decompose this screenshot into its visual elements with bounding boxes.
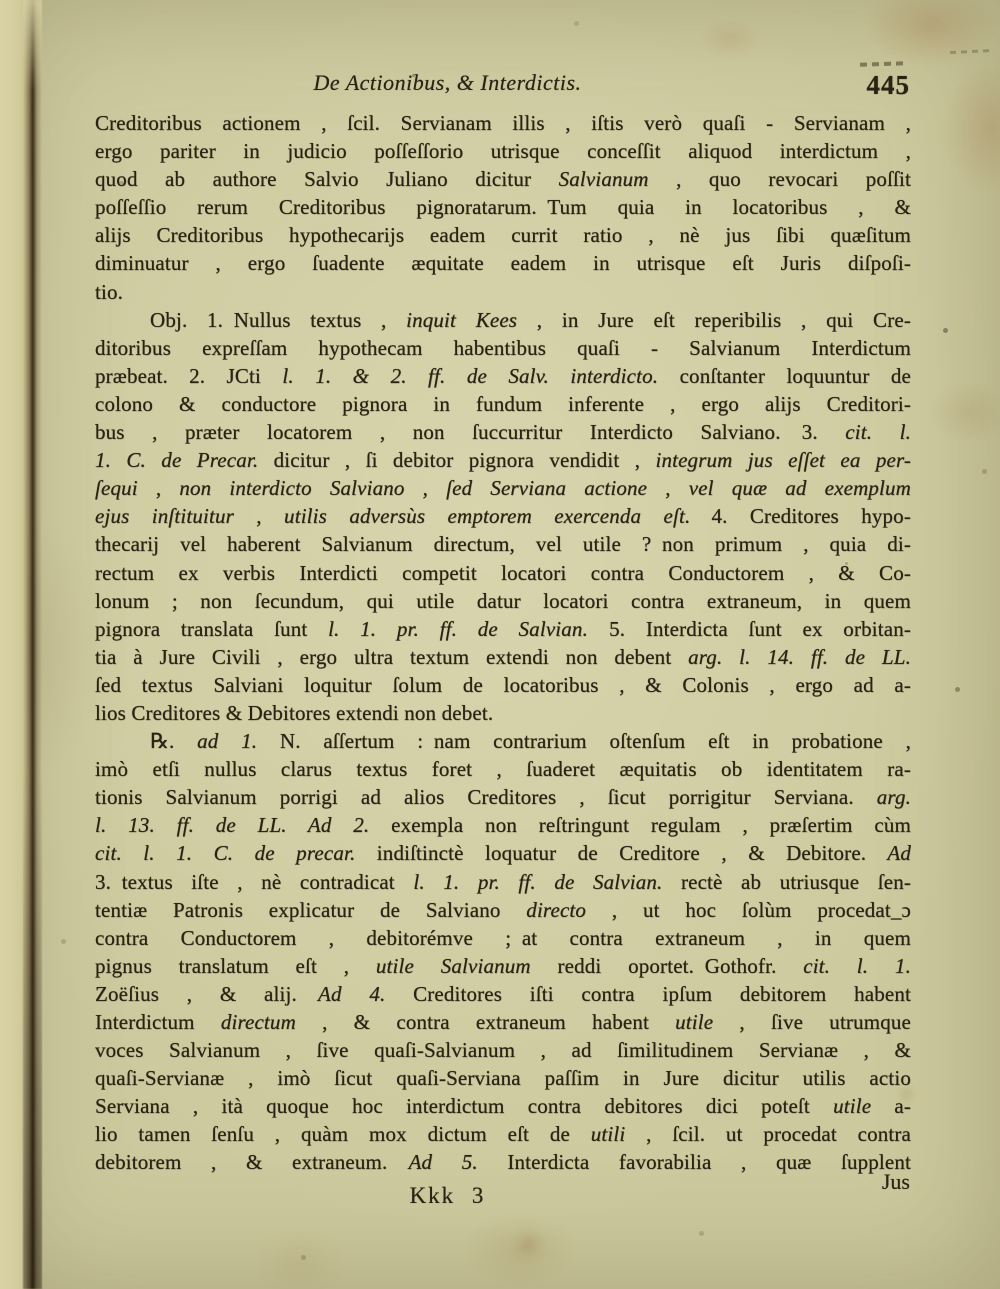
text-line [95, 587, 911, 615]
running-title: De Actionibus, & Interdictis. [313, 70, 582, 95]
text-line [95, 446, 911, 474]
text-segment: tionis Salvianum porrigi ad alios Creditores , ſicut porrigitur Serviana. [95, 785, 877, 810]
text-segment: conſtanter loquuntur de [658, 363, 911, 388]
italic-text-segment: Ad [887, 841, 911, 866]
text-line [95, 755, 911, 783]
text-segment: Serviana , ità quoque hoc interdictum contra debitores dici poteſt [95, 1094, 834, 1119]
text-segment: contra Conductorem , debitorémve ; at contra extraneum , in quem [95, 925, 911, 950]
text-segment: alijs Creditoribus hypothecarijs eadem currit ratio , nè jus ſibi quæſitum [95, 223, 911, 248]
text-segment: , quo revocari poſſit [648, 167, 911, 192]
italic-text-segment: 1. C. de Precar. [95, 448, 259, 473]
text-segment: bus , præter locatorem , non ſuccurritur Interdicto Salviano. 3. [95, 420, 846, 445]
italic-text-segment: cit. l. 1. C. de precar. [95, 841, 356, 866]
text-segment: dicitur , ſi debitor pignora vendidit , [258, 448, 656, 473]
text-line [95, 1092, 911, 1120]
italic-text-segment: l. 1. & 2. ff. de Salv. interdicto. [282, 363, 659, 388]
text-line [95, 362, 911, 390]
italic-text-segment: ſequi , non interdicto Salviano , ſed Serviana actione , vel quæ ad exemplum [95, 476, 911, 501]
text-segment: diminuatur , ergo ſuadente æquitate eadem in utrisque eſt Juris diſpoſi- [95, 251, 911, 276]
text-body [95, 109, 911, 1177]
italic-text-segment: arg. l. 14. ff. de LL. [688, 644, 911, 669]
text-segment: debitorem , & extraneum. [95, 1150, 409, 1175]
text-segment: ℞. [150, 729, 198, 754]
italic-text-segment: arg. [876, 785, 911, 810]
text-segment: , ſive utrumque [713, 1010, 911, 1034]
text-line [95, 615, 911, 643]
text-line [95, 783, 911, 811]
text-line [95, 502, 911, 530]
text-segment: quod ab authore Salvio Juliano dicitur [95, 167, 559, 192]
text-segment: ergo pariter in judicio poſſeſſorio utrisque conceſſit aliquod interdictum , [95, 139, 911, 164]
text-line [95, 1120, 911, 1148]
catchword: Jus [881, 1169, 910, 1194]
text-segment: imò etſi nullus clarus textus foret , ſuaderet æquitatis ob identitatem ra- [95, 757, 911, 782]
text-segment: indiſtinctè loquatur de Creditore , & Debitore. [355, 841, 888, 866]
text-segment: tentiæ Patronis explicatur de Salviano [95, 897, 527, 922]
italic-text-segment: utile Salvianum [375, 953, 531, 978]
text-segment: Zoëſius , & alij. [95, 981, 318, 1006]
text-line [95, 165, 911, 193]
text-line [95, 334, 911, 362]
pen-marks [860, 61, 906, 67]
text-segment: rectè ab utriusque ſen- [662, 869, 911, 894]
text-segment: Creditores iſti contra ipſum debitorem habent [385, 981, 911, 1006]
text-line [95, 193, 911, 221]
text-segment: lios Creditores & Debitores extendi non debet. [95, 700, 494, 725]
italic-text-segment: directo [526, 897, 587, 922]
italic-text-segment: Salvianum [558, 167, 649, 192]
italic-text-segment: Ad 2. [307, 813, 370, 838]
text-segment: lonum ; non ſecundum, qui utile datur locatori contra extraneum, in quem [95, 588, 911, 613]
text-segment: tia à Jure Civili , ergo ultra textum extendi non debent [95, 644, 689, 669]
italic-text-segment: Ad 4. [318, 981, 386, 1006]
text-line [95, 699, 911, 727]
text-line [95, 952, 911, 980]
text-segment: Interdictum [95, 1010, 221, 1034]
text-segment: quaſi-Servianæ , imò ſicut quaſi-Serviana paſſim in Jure dicitur utilis actio [95, 1066, 911, 1091]
italic-text-segment: l. 13. ff. de LL. [95, 813, 308, 838]
text-segment: 3. textus iſte , nè contradicat [95, 869, 414, 894]
text-segment: exempla non reſtringunt regulam , præſertim cùm [369, 813, 911, 838]
text-line [95, 1064, 911, 1092]
text-segment: poſſeſſio rerum Creditoribus pignoratarum. Tum quia in locatoribus , & [95, 195, 911, 220]
text-line [95, 811, 911, 839]
italic-text-segment: integrum jus eſſet ea per- [655, 448, 911, 473]
text-segment: thecarij vel haberent Salvianum directum, vel utile ? non primum , quia di- [95, 532, 911, 557]
text-line [95, 109, 911, 137]
italic-text-segment: ejus inſtituitur , utilis adversùs emptorem exercenda eſt. [95, 504, 691, 529]
text-line [95, 727, 911, 755]
paper-speckles [0, 0, 3, 3]
text-segment: lio tamen ſenſu , quàm mox dictum eſt de [95, 1122, 591, 1147]
italic-text-segment: inquit Kees [406, 307, 518, 332]
text-line [95, 980, 911, 1008]
text-segment: ditoribus expreſſam hypothecam habentibus quaſi - Salvianum Interdictum [95, 335, 911, 360]
text-line [95, 1036, 911, 1064]
text-line [95, 278, 911, 306]
text-line [95, 839, 911, 867]
text-line [95, 643, 911, 671]
text-segment: Interdicta favorabilia , quæ ſupplent [477, 1150, 911, 1175]
text-segment: 4. Creditores hypo- [690, 504, 911, 529]
italic-text-segment: ad 1. [197, 729, 258, 754]
text-segment: reddi oportet. Gothofr. [530, 953, 804, 978]
text-line [95, 474, 911, 502]
text-segment: , & contra extraneum habent [295, 1010, 676, 1034]
text-segment: a- [871, 1094, 911, 1119]
text-segment: ſed textus Salviani loquitur ſolum de locatoribus , & Colonis , ergo ad a- [95, 672, 911, 697]
text-line [95, 418, 911, 446]
italic-text-segment: utile [675, 1010, 714, 1034]
text-segment: Obj. 1. Nullus textus , [150, 307, 407, 332]
italic-text-segment: cit. l. 1. [803, 953, 911, 978]
italic-text-segment: utile [833, 1094, 872, 1119]
italic-text-segment: cit. l. [845, 420, 911, 445]
text-segment: tio. [95, 279, 124, 304]
text-line [95, 530, 911, 558]
text-segment: præbeat. 2. JCti [95, 363, 283, 388]
text-line [95, 924, 911, 952]
text-segment: , ſcil. ut procedat contra [625, 1122, 911, 1147]
text-segment: Creditoribus actionem , ſcil. Servianam illis , iſtis verò quaſi - Servianam , [95, 111, 911, 135]
text-line [95, 559, 911, 587]
text-line [95, 1008, 911, 1036]
text-line [95, 249, 911, 277]
text-segment: colono & conductore pignora in fundum inferente , ergo alijs Creditori- [95, 391, 911, 416]
italic-text-segment: l. 1. pr. ff. de Salvian. [413, 869, 663, 894]
italic-text-segment: directum [220, 1010, 296, 1034]
italic-text-segment: Ad 5. [408, 1150, 478, 1175]
signature-mark: Kkk 3 [409, 1183, 486, 1208]
text-segment: , ut hoc ſolùm procedat_ɔ [586, 897, 911, 922]
text-line [95, 221, 911, 249]
text-segment: N. aſſertum : nam contrarium oſtenſum eſt in probatione , [257, 729, 911, 754]
text-line [95, 390, 911, 418]
page-number: 445 [866, 70, 910, 100]
text-segment: pignus translatum eſt , [95, 953, 376, 978]
italic-text-segment: utili [590, 1122, 626, 1147]
text-line [95, 896, 911, 924]
text-line [95, 137, 911, 165]
text-line [95, 671, 911, 699]
text-segment: , in Jure eſt reperibilis , qui Cre- [517, 307, 911, 332]
text-segment: rectum ex verbis Interdicti competit locatori contra Conductorem , & Co- [95, 560, 911, 585]
pen-marks [950, 49, 994, 54]
binding-crease [23, 0, 42, 1289]
text-segment: voces Salvianum , ſive quaſi-Salvianum , ad ſimilitudinem Servianæ , & [95, 1038, 911, 1063]
text-line [95, 868, 911, 896]
text-segment: pignora translata ſunt [95, 616, 329, 641]
text-line [95, 1148, 911, 1176]
italic-text-segment: l. 1. pr. ff. de Salvian. [328, 616, 588, 641]
text-line [95, 306, 911, 334]
text-segment: 5. Interdicta ſunt ex orbitan- [587, 616, 911, 641]
